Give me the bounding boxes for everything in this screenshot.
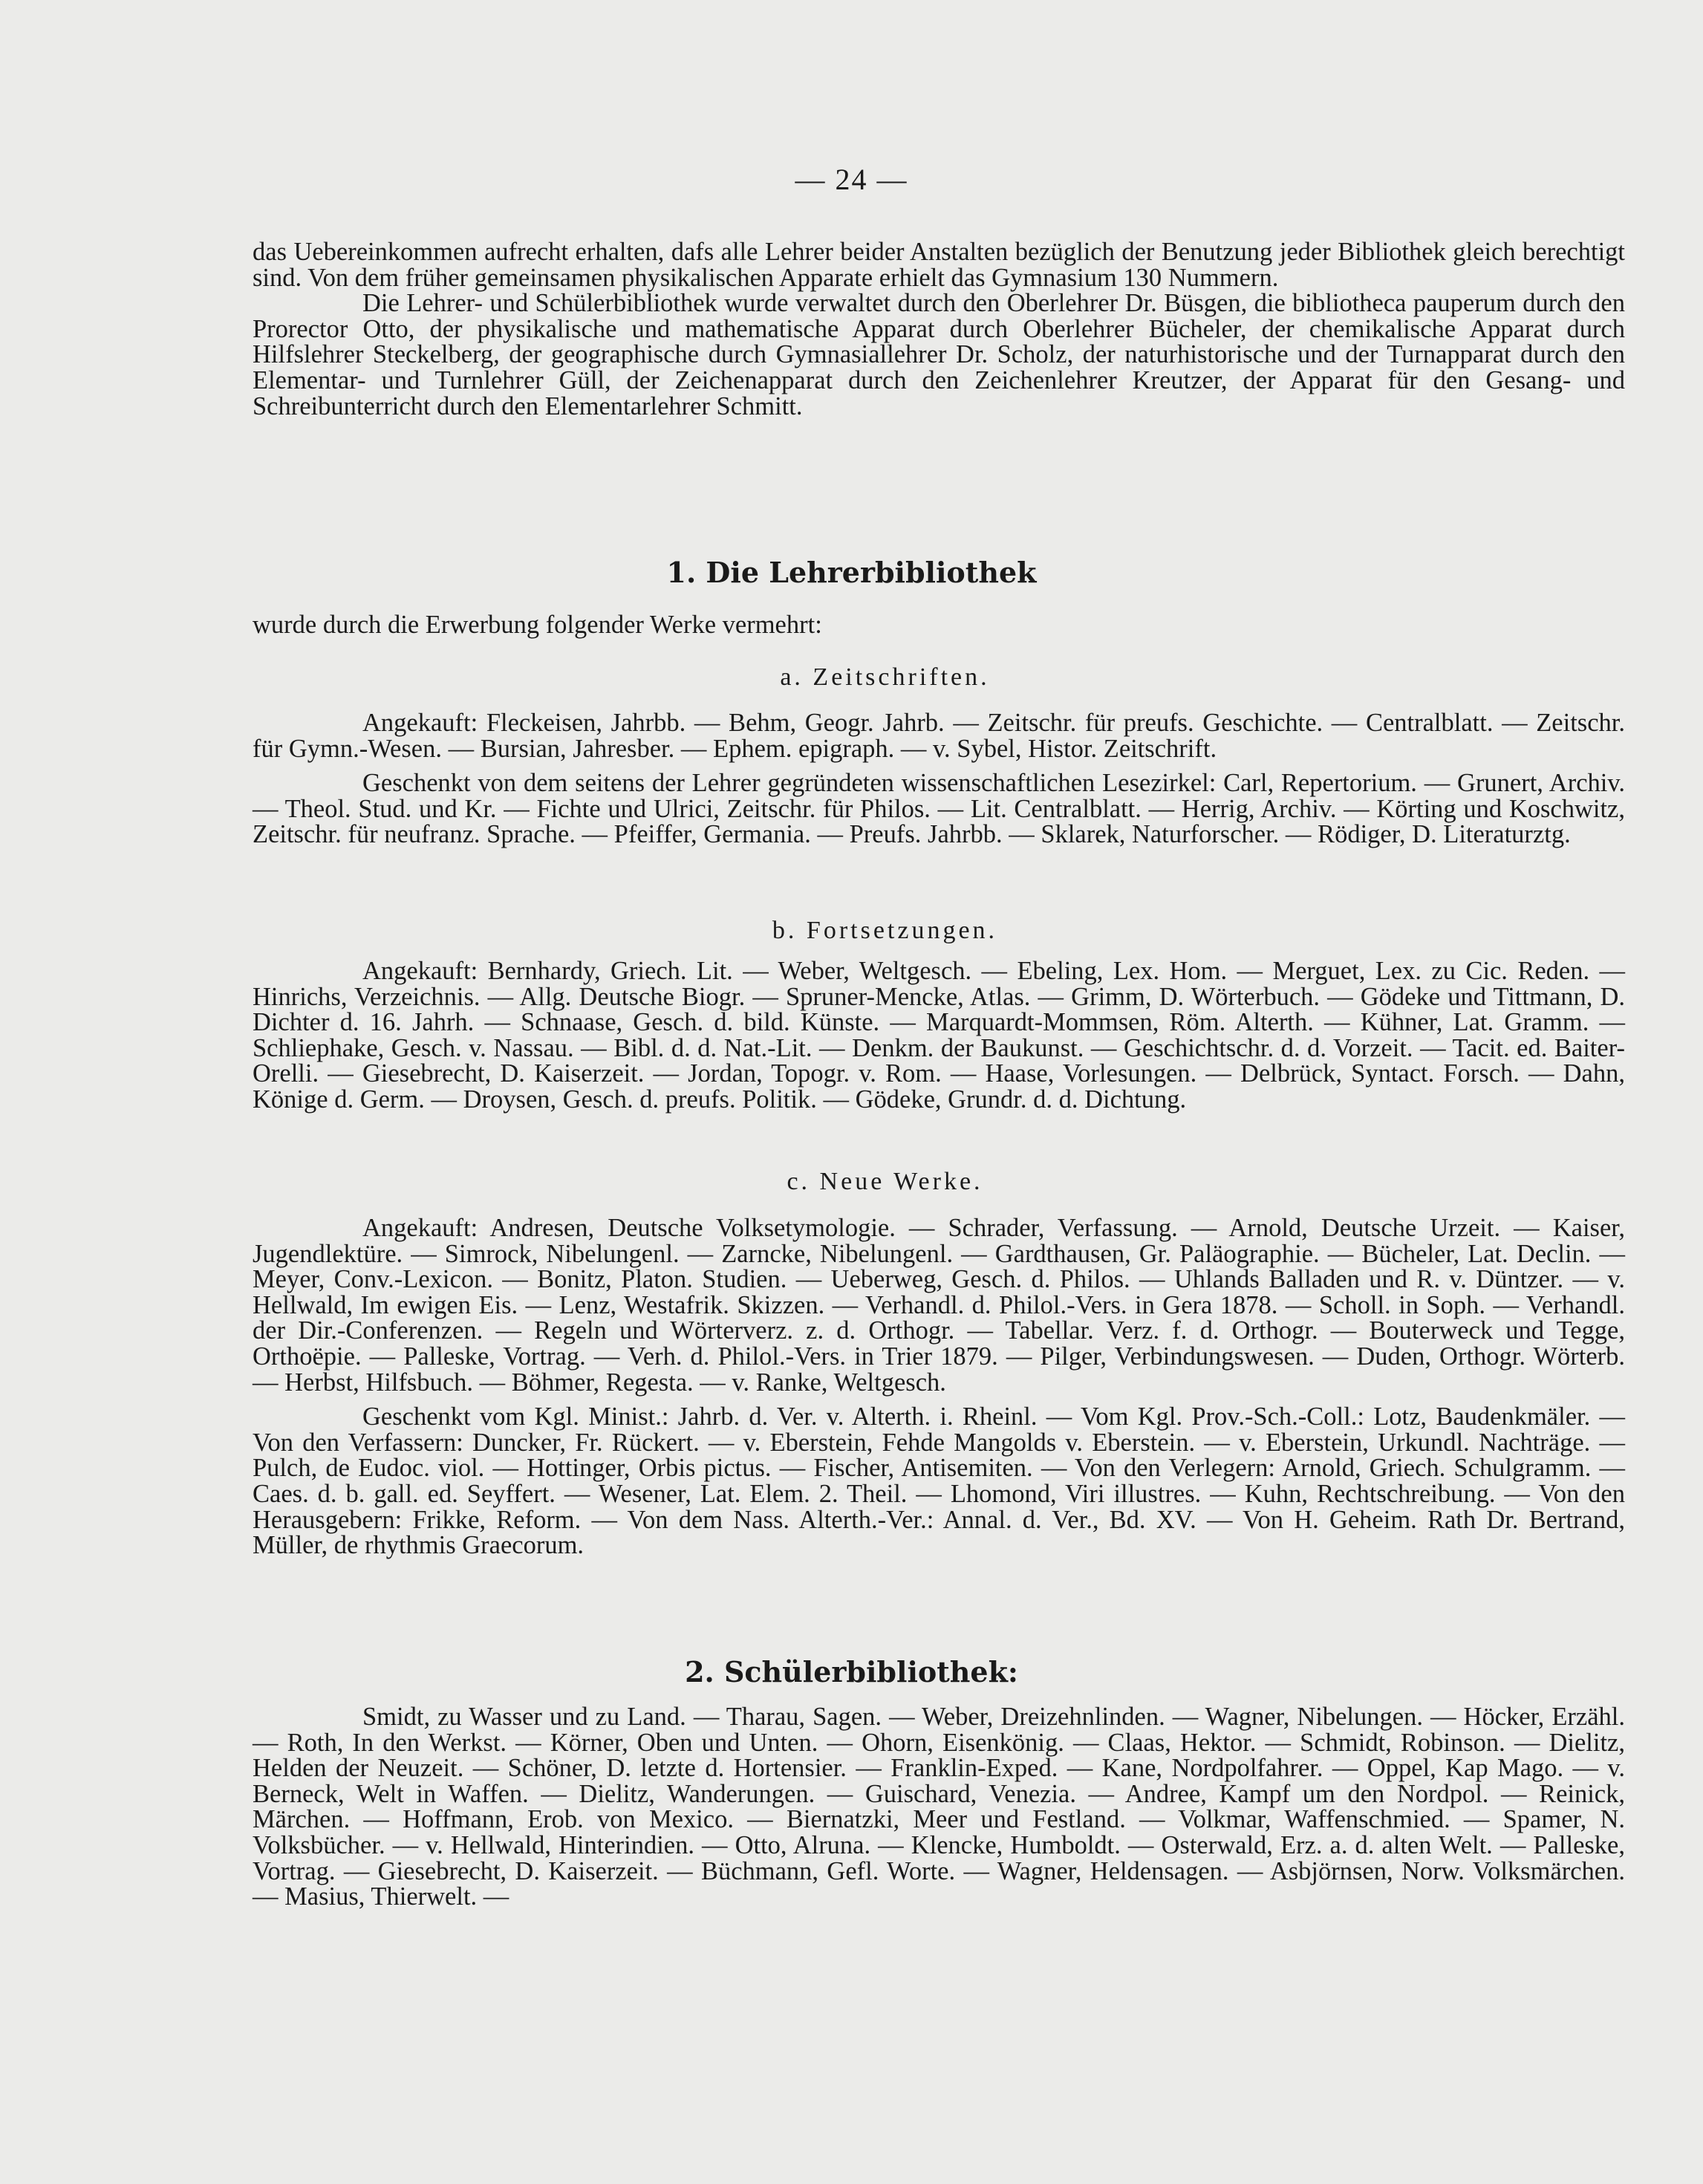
section-1-subline: wurde durch die Erwerbung folgender Werke vermehrt:: [253, 611, 822, 639]
schuelerbibliothek-list: Smidt, zu Wasser und zu Land. — Tharau, Sagen. — Weber, Dreizehnlinden. — Wagner, Nibelungen. — Höcker, Erzähl. — Roth, In den Werkst. — Körner, Oben und Unten. — Ohorn, Eisenkönig. — Claas, Hektor. — Schmidt, Robinson. — Dielitz, Helden der Neuzeit. — Schöner, D. letzte d. Hortensier. — Franklin-Exped. — Kane, Nordpolfahrer. — Oppel, Kap Mago. — v. Berneck, Welt in Waffen. — Dielitz, Wanderungen. — Guischard, Venezia. — Andree, Kampf um den Nordpol. — Reinick, Märchen. — Hoffmann, Erob. von Mexico. — Biernatzki, Meer und Festland. — Volkmar, Waffenschmied. — Spamer, N. Volksbücher. — v. Hellwald, Hinterindien. — Otto, Alruna. — Klencke, Humboldt. — Osterwald, Erz. a. d. alten Welt. — Palleske, Vortrag. — Giesebrecht, D. Kaiserzeit. — Büchmann, Gefl. Worte. — Wagner, Heldensagen. — Asbjörnsen, Norw. Volksmärchen. — Masius, Thierwelt. —: [253, 1703, 1625, 1911]
zeitschriften-angekauft: Angekauft: Fleckeisen, Jahrbb. — Behm, Geogr. Jahrb. — Zeitschr. für preufs. Geschichte. — Centralblatt. — Zeitschr. für Gymn.-Wesen. — Bursian, Jahresber. — Ephem. epigraph. — v. Sybel, Histor. Zeitschrift.: [253, 709, 1625, 763]
intro-section: [253, 239, 1625, 419]
fortsetzungen-section: [253, 958, 1625, 1113]
fortsetzungen-heading: b. Fortsetzungen.: [772, 917, 998, 944]
neue-werke-heading: c. Neue Werke.: [787, 1168, 983, 1195]
zeitschriften-geschenkt: Geschenkt von dem seitens der Lehrer gegründeten wissenschaftlichen Lesezirkel: Carl, Repertorium. — Grunert, Archiv. — Theol. Stud. und Kr. — Fichte und Ulrici, Zeitschr. für Philos. — Lit. Centralblatt. — Herrig, Archiv. — Körting und Koschwitz, Zeitschr. für neufranz. Sprache. — Pfeiffer, Germania. — Preufs. Jahrbb. — Sklarek, Naturforscher. — Rödiger, D. Literaturztg.: [253, 769, 1625, 849]
intro-paragraph-1: das Uebereinkommen aufrecht erhalten, dafs alle Lehrer beider Anstalten bezüglich der Benutzung jeder Bibliothek gleich berechtigt sind. Von dem früher gemeinsamen physikalischen Apparate erhielt das Gymnasium 130 Nummern.: [253, 238, 1625, 292]
schuelerbibliothek-section: [253, 1704, 1625, 1910]
neue-werke-angekauft: Angekauft: Andresen, Deutsche Volksetymologie. — Schrader, Verfassung. — Arnold, Deutsche Urzeit. — Kaiser, Jugendlektüre. — Simrock, Nibelungenl. — Zarncke, Nibelungenl. — Gardthausen, Gr. Paläographie. — Bücheler, Lat. Declin. — Meyer, Conv.-Lexicon. — Bonitz, Platon. Studien. — Ueberweg, Gesch. d. Philos. — Uhlands Balladen und R. v. Düntzer. — v. Hellwald, Im ewigen Eis. — Lenz, Westafrik. Skizzen. — Verhandl. d. Philol.-Vers. in Gera 1878. — Scholl. in Soph. — Verhandl. der Dir.-Conferenzen. — Regeln und Wörterverz. z. d. Orthogr. — Tabellar. Verz. f. d. Orthogr. — Bouterweck und Tegge, Orthoëpie. — Palleske, Vortrag. — Verh. d. Philol.-Vers. in Trier 1879. — Pilger, Verbindungswesen. — Duden, Orthogr. Wörterb. — Herbst, Hilfsbuch. — Böhmer, Regesta. — v. Ranke, Weltgesch.: [253, 1214, 1625, 1397]
zeitschriften-heading: a. Zeitschriften.: [780, 663, 990, 691]
fortsetzungen-angekauft: Angekauft: Bernhardy, Griech. Lit. — Weber, Weltgesch. — Ebeling, Lex. Hom. — Merguet, Lex. zu Cic. Reden. — Hinrichs, Verzeichnis. — Allg. Deutsche Biogr. — Spruner-Mencke, Atlas. — Grimm, D. Wörterbuch. — Gödeke und Tittmann, D. Dichter d. 16. Jahrh. — Schnaase, Gesch. d. bild. Künste. — Marquardt-Mommsen, Röm. Alterth. — Kühner, Lat. Gramm. — Schliephake, Gesch. v. Nassau. — Bibl. d. d. Nat.-Lit. — Denkm. der Baukunst. — Geschichtschr. d. d. Vorzeit. — Tacit. ed. Baiter-Orelli. — Giesebrecht, D. Kaiserzeit. — Jordan, Topogr. v. Rom. — Haase, Vorlesungen. — Delbrück, Syntact. Forsch. — Dahn, Könige d. Germ. — Droysen, Gesch. d. preufs. Politik. — Gödeke, Grundr. d. d. Dichtung.: [253, 957, 1625, 1114]
zeitschriften-section: [253, 710, 1625, 848]
section-1-heading: 1. Die Lehrerbibliothek: [666, 556, 1037, 589]
section-2-heading: 2. Schülerbibliothek:: [685, 1655, 1018, 1689]
neue-werke-geschenkt: Geschenkt vom Kgl. Minist.: Jahrb. d. Ver. v. Alterth. i. Rheinl. — Vom Kgl. Prov.-Sch.-Coll.: Lotz, Baudenkmäler. — Von den Verfassern: Duncker, Fr. Rückert. — v. Eberstein, Fehde Mangolds v. Eberstein. — v. Eberstein, Urkundl. Nachträge. — Pulch, de Eudoc. viol. — Hottinger, Orbis pictus. — Fischer, Antisemiten. — Von den Verlegern: Arnold, Griech. Schulgramm. — Caes. d. b. gall. ed. Seyffert. — Wesener, Lat. Elem. 2. Theil. — Lhomond, Viri illustres. — Kuhn, Rechtschreibung. — Von den Herausgebern: Frikke, Reform. — Von dem Nass. Alterth.-Ver.: Annal. d. Ver., Bd. XV. — Von H. Geheim. Rath Dr. Bertrand, Müller, de rhythmis Graecorum.: [253, 1403, 1625, 1560]
page-number: — 24 —: [795, 163, 908, 196]
intro-paragraph-2: Die Lehrer- und Schülerbibliothek wurde verwaltet durch den Oberlehrer Dr. Büsgen, die bibliotheca pauperum durch den Prorector Otto, der physikalische und mathematische Apparat durch Oberlehrer Bücheler, der chemikalische Apparat durch Hilfslehrer Steckelberg, der geographische durch Gymnasiallehrer Dr. Scholz, der naturhistorische und der Turnapparat durch den Elementar- und Turnlehrer Güll, der Zeichenapparat durch den Zeichenlehrer Kreutzer, der Apparat für den Gesang- und Schreibunterricht durch den Elementarlehrer Schmitt.: [253, 289, 1625, 420]
neue-werke-section: [253, 1215, 1625, 1559]
